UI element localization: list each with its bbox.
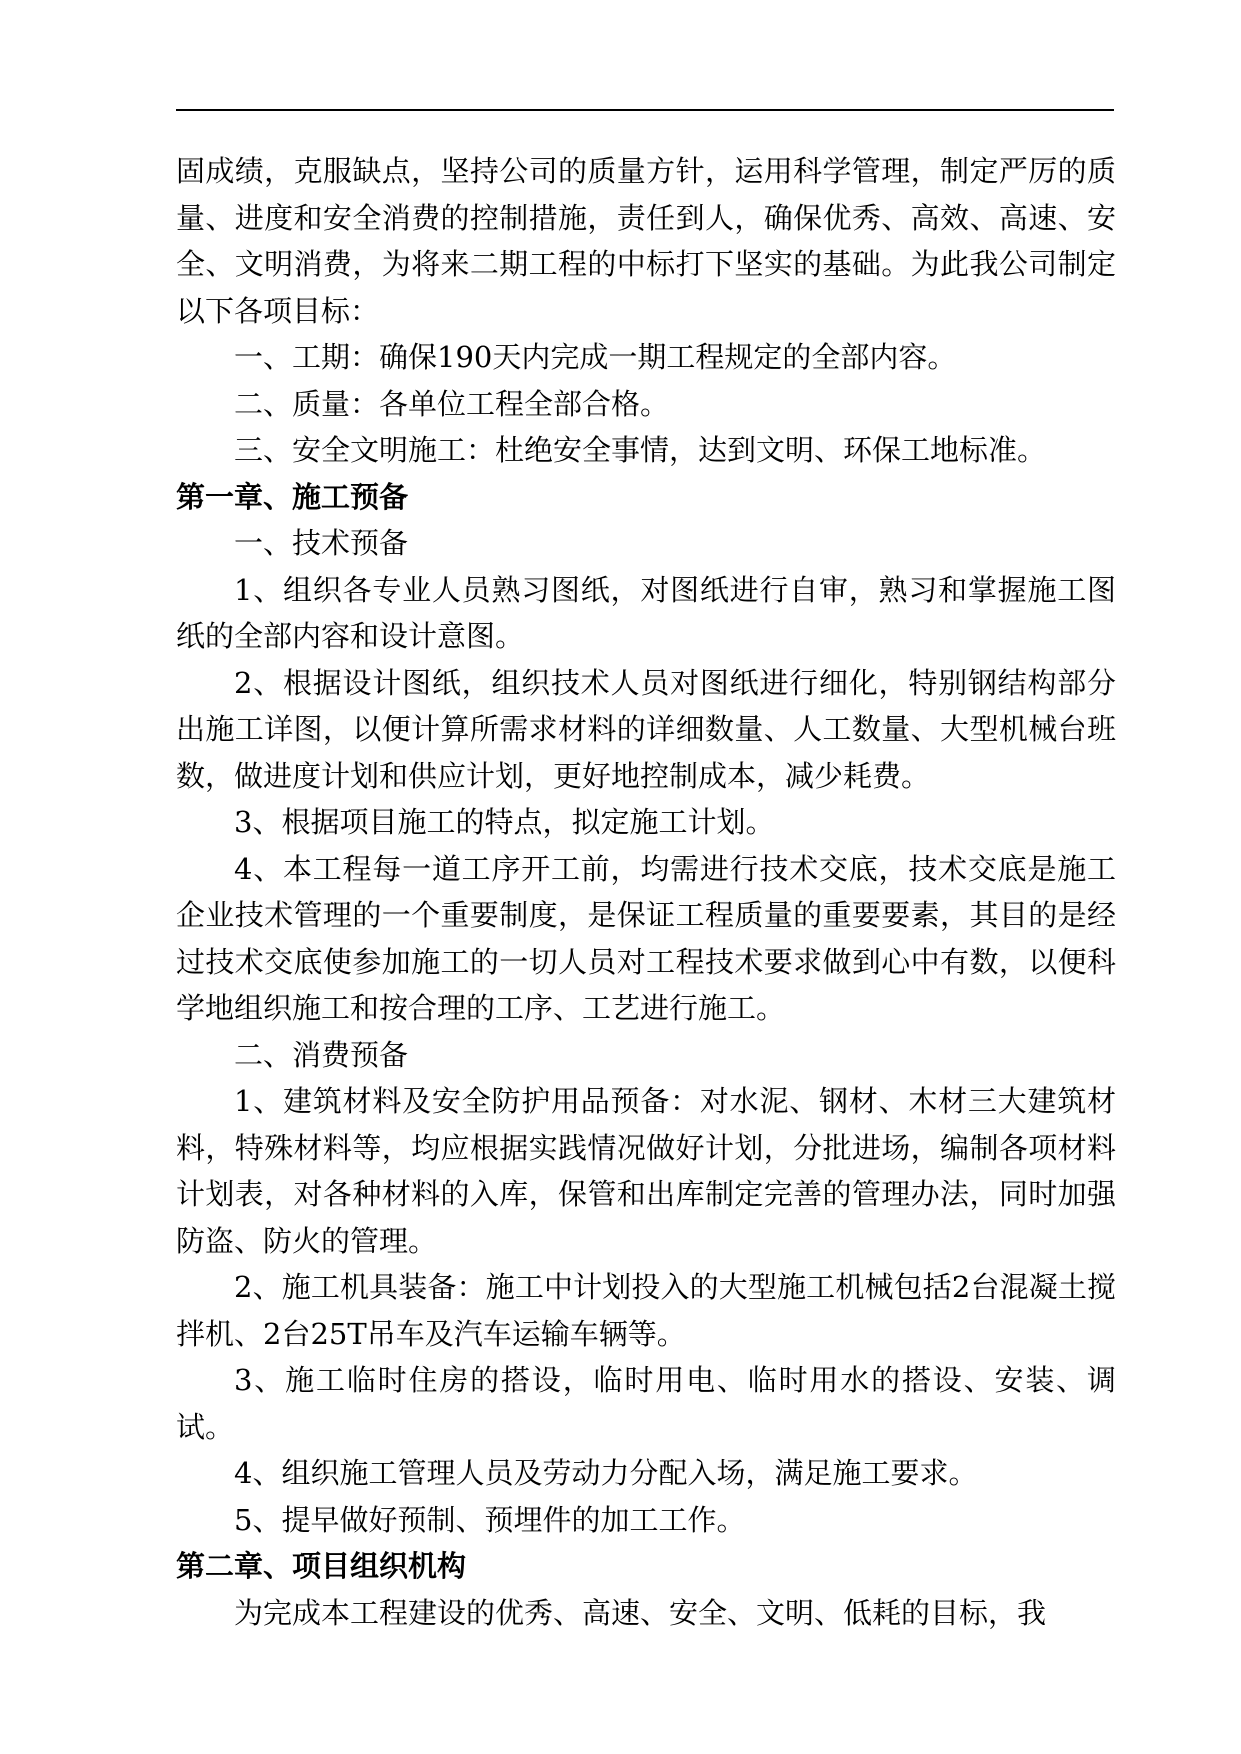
header-rule [176,109,1114,111]
body-paragraph: 三、安全文明施工：杜绝安全事情，达到文明、环保工地标准。 [234,433,1047,467]
body-paragraph: 3、施工临时住房的搭设，临时用电、临时用水的搭设、安装、调试。 [176,1363,1116,1444]
body-paragraph: 二、消费预备 [234,1037,409,1072]
body-paragraph: 二、质量：各单位工程全部合格。 [234,386,670,421]
body-paragraph: 4、组织施工管理人员及劳动力分配入场，满足施工要求。 [234,1456,978,1490]
body-paragraph: 1、建筑材料及安全防护用品预备：对水泥、钢材、木材三大建筑材料，特殊材料等，均应根据实践情况做好计划，分批进场，编制各项材料计划表，对各种材料的入库，保管和出库制定完善的管理办法，同时加强防盗、防火的管理。 [176,1084,1116,1258]
body-paragraph: 一、工期：确保190天内完成一期工程规定的全部内容。 [234,340,957,374]
body-paragraph: 2、根据设计图纸，组织技术人员对图纸进行细化，特别钢结构部分出施工详图，以便计算所需求材料的详细数量、人工数量、大型机械台班数，做进度计划和供应计划，更好地控制成本，减少耗费。 [176,665,1116,793]
body-paragraph: 固成绩，克服缺点，坚持公司的质量方针，运用科学管理，制定严厉的质量、进度和安全消费的控制措施，责任到人，确保优秀、高效、高速、安全、文明消费，为将来二期工程的中标打下坚实的基础。为此我公司制定以下各项目标： [176,154,1116,328]
body-paragraph: 一、技术预备 [234,526,409,560]
body-paragraph: 3、根据项目施工的特点，拟定施工计划。 [234,805,775,839]
body-paragraph: 5、提早做好预制、预埋件的加工工作。 [234,1502,746,1537]
body-paragraph: 为完成本工程建设的优秀、高速、安全、文明、低耗的目标，我 [234,1595,1047,1630]
chapter-heading: 第二章、项目组织机构 [176,1549,467,1583]
chapter-heading: 第一章、施工预备 [176,479,409,514]
body-paragraph: 2、施工机具装备：施工中计划投入的大型施工机械包括2台混凝土搅拌机、2台25T吊车及汽车运输车辆等。 [176,1270,1116,1351]
document-body [176,148,1116,1636]
body-paragraph: 4、本工程每一道工序开工前，均需进行技术交底，技术交底是施工企业技术管理的一个重要制度，是保证工程质量的重要要素，其目的是经过技术交底使参加施工的一切人员对工程技术要求做到心中有数，以便科学地组织施工和按合理的工序、工艺进行施工。 [176,851,1116,1025]
body-paragraph: 1、组织各专业人员熟习图纸，对图纸进行自审，熟习和掌握施工图纸的全部内容和设计意图。 [176,572,1116,653]
